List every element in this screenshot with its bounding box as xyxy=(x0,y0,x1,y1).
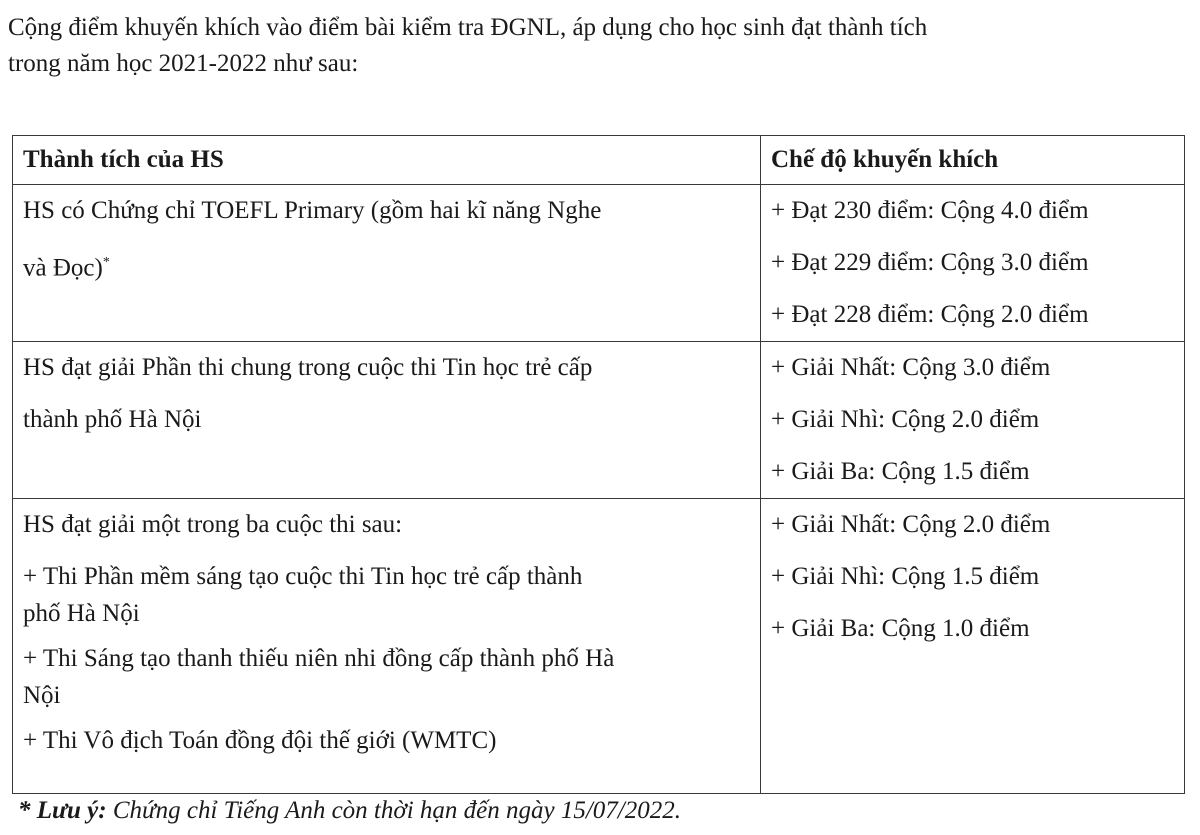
achievement-line: + Thi Vô địch Toán đồng đội thế giới (WMTC) xyxy=(23,727,497,754)
achievement-cell xyxy=(13,185,761,342)
achievement-line: + Thi Sáng tạo thanh thiếu niên nhi đồng cấp thành phố Hà xyxy=(23,645,615,672)
achievement-line: và Đọc) xyxy=(23,254,103,282)
incentive-line: + Đạt 228 điểm: Cộng 2.0 điểm xyxy=(771,301,1089,328)
achievement-line: phố Hà Nội xyxy=(23,600,140,627)
header-incentive: Chế độ khuyến khích xyxy=(761,136,1185,185)
achievement-line: Nội xyxy=(23,682,61,709)
incentive-line: + Giải Ba: Cộng 1.5 điểm xyxy=(771,458,1030,485)
table-header-row xyxy=(13,136,1185,185)
achievement-cell xyxy=(13,342,761,499)
intro-line-1: Cộng điểm khuyến khích vào điểm bài kiểm tra ĐGNL, áp dụng cho học sinh đạt thành tích xyxy=(8,14,928,41)
table-row xyxy=(13,342,1185,499)
footnote-text: Chứng chỉ Tiếng Anh còn thời hạn đến ngày 15/07/2022. xyxy=(106,797,681,824)
incentive-line: + Giải Ba: Cộng 1.0 điểm xyxy=(771,615,1030,642)
incentive-line: + Giải Nhì: Cộng 2.0 điểm xyxy=(771,406,1040,433)
incentive-line: + Giải Nhất: Cộng 3.0 điểm xyxy=(771,354,1051,381)
table-row xyxy=(13,185,1185,342)
footnote xyxy=(18,794,681,828)
footnote-label: * Lưu ý: xyxy=(18,797,107,824)
incentive-line: + Đạt 230 điểm: Cộng 4.0 điểm xyxy=(771,197,1089,224)
intro-paragraph xyxy=(8,10,1188,82)
incentive-cell xyxy=(761,499,1185,794)
achievement-line: HS có Chứng chỉ TOEFL Primary (gồm hai kĩ năng Nghe xyxy=(23,197,602,224)
achievement-line: thành phố Hà Nội xyxy=(23,406,202,433)
achievement-cell xyxy=(13,499,761,794)
header-achievement: Thành tích của HS xyxy=(13,136,761,185)
incentive-line: + Giải Nhì: Cộng 1.5 điểm xyxy=(771,563,1040,590)
incentive-line: + Đạt 229 điểm: Cộng 3.0 điểm xyxy=(771,249,1089,276)
achievement-line-with-footnote xyxy=(23,237,752,294)
achievement-line: HS đạt giải một trong ba cuộc thi sau: xyxy=(23,511,403,538)
incentive-line: + Giải Nhất: Cộng 2.0 điểm xyxy=(771,511,1051,538)
achievement-line: HS đạt giải Phần thi chung trong cuộc thi Tin học trẻ cấp xyxy=(23,354,593,381)
achievement-line: + Thi Phần mềm sáng tạo cuộc thi Tin học trẻ cấp thành xyxy=(23,563,583,590)
intro-line-2: trong năm học 2021-2022 như sau: xyxy=(8,50,359,77)
footnote-mark: * xyxy=(102,255,110,270)
incentive-cell xyxy=(761,342,1185,499)
incentive-cell xyxy=(761,185,1185,342)
table-row xyxy=(13,499,1185,794)
incentive-table xyxy=(12,135,1185,794)
